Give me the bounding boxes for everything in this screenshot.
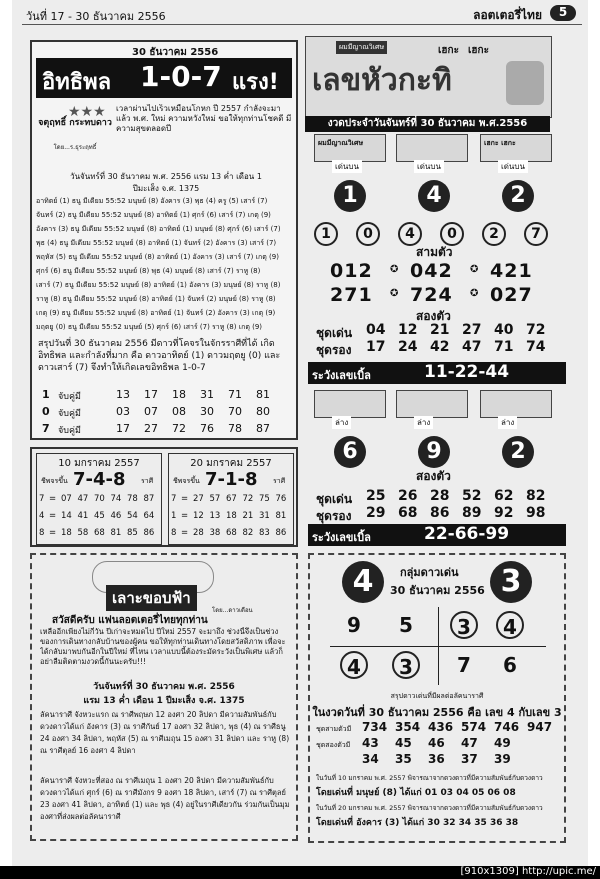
number-cell: 86 — [430, 505, 450, 521]
note2: ในวันที่ 20 มกราคม พ.ศ. 2557 พิจารณาจากดวงดาวที่มีความสัมพันธ์กับดวงดาว — [316, 804, 543, 812]
stars-date: 30 ธันวาคม 2556 — [390, 584, 485, 597]
mini-logo — [314, 390, 386, 418]
sky-p2: ลัคนาราศี จังหวะที่สอง ณ ราศีเมถุน 1 องศา 20 ลิปดา มีความสัมพันธ์กับดวงดาวได้แก่ ศุกร์ (6) ณ ราศีมังกร 9 องศา 18 ลิปดา, เสาร์ (7) ณ ราศีตุลย์ 23 องศา 41 ลิปดา, อาทิตย์ (1) และ พุธ (4) อยู่ในราศีเดียวกัน ร่วมกันเป็นมุมองศาที่ส่งผลต่อลัคนาราศี — [40, 776, 290, 821]
star-separator-icon: ✪ — [470, 264, 479, 275]
three-digit-number: 421 — [490, 260, 533, 282]
grid-digit: 3 — [392, 651, 420, 679]
set-number: 47 — [461, 736, 478, 750]
number-ball: 1 — [334, 180, 366, 212]
top-row2-label: ชุดรอง — [316, 343, 352, 357]
pair-value: 30 — [200, 405, 214, 418]
watch-label-top: ระวังเลขเบิ้ล — [312, 369, 371, 382]
digit-circle: 7 — [524, 222, 548, 246]
sky-sub: โดย...ดาวเดือน — [212, 607, 253, 614]
star-big-left — [342, 561, 384, 603]
mini-logo — [396, 390, 468, 418]
set-number: 49 — [494, 736, 511, 750]
set-number: 35 — [395, 752, 412, 766]
number-ball: 2 — [502, 180, 534, 212]
calc-cell: 27 — [193, 494, 204, 504]
number-cell: 29 — [366, 505, 386, 521]
planet-row: มฤตยู (0) ธนู มีเดียม 55:52 มนุษย์ (5) ศุกร์ (6) เสาร์ (7) ราหู (8) เกตุ (9) — [36, 323, 263, 331]
number-cell: 72 — [526, 322, 546, 338]
calc-cell: = — [49, 511, 57, 521]
grid-digit: 6 — [503, 653, 517, 677]
calc-right — [168, 453, 294, 545]
grid-digit: 4 — [496, 611, 524, 639]
mini-logo-label: ล่าง — [332, 416, 351, 429]
calc-cell: 85 — [127, 528, 138, 538]
star-separator-icon: ✪ — [390, 288, 399, 299]
calc-left-unit: ราศี — [141, 477, 154, 485]
sky-para: เหลืออีกเพียงไม่กี่วัน ปีเก่าจะหมดไป ปีใหม่ 2557 จะมาถึง ช่วงนี้จึงเป็นช่วงของการเดินทางกลับบ้านของผู้คน ขอให้ทุกท่านเดินทางโดยสวัสดิภาพ เพื่อจะได้กลับมาพบกันอีกในปีใหม่ ที่ไหน เวลาแบบนี้ต้องระมัดระวังเป็นพิเศษ แล้วก็อย่าลืมติดตามงวดนี้กันนะครับ!!! — [40, 627, 286, 666]
mini-logo-label: เด่นบน — [332, 160, 362, 173]
calc-cell: 82 — [242, 528, 254, 538]
planet-row: อังคาร (3) ธนู มีเดียม 55:52 มนุษย์ (8) อาทิตย์ (1) มนุษย์ (8) ศุกร์ (6) เสาร์ (7) — [36, 225, 281, 233]
calc-cell: 7 — [171, 494, 177, 504]
mid-row1-label: ชุดเด่น — [316, 492, 353, 506]
number-cell: 26 — [398, 488, 418, 504]
grid-bottom-row — [330, 651, 546, 683]
top-row1 — [366, 322, 556, 338]
set-number: 734 — [362, 720, 388, 734]
number-cell: 71 — [494, 339, 514, 355]
digit-circle: 2 — [482, 222, 506, 246]
calc-cell: 18 — [61, 528, 72, 538]
planet-row: อาทิตย์ (1) ธนู มีเดียม 55:52 มนุษย์ (8) อังคาร (3) พุธ (4) ครู (5) เสาร์ (7) — [36, 197, 268, 205]
calc-cell: = — [49, 528, 57, 538]
intro-text: เวลาผ่านไปเร็วเหมือนโกหก ปี 2557 กำลังจะมาแล้ว พ.ศ. ใหม่ ความหวังใหม่ ขอให้ทุกท่านโชคดี มีความสุขตลอดปี — [116, 104, 292, 133]
calc-cell: 47 — [77, 494, 89, 504]
set-number: 36 — [428, 752, 445, 766]
pair-number: 7 — [42, 422, 50, 435]
calc-cell: 31 — [259, 511, 270, 521]
grid-digit: 4 — [340, 651, 368, 679]
number-cell: 25 — [366, 488, 386, 504]
star-big-right-value: 3 — [500, 564, 522, 599]
stars-summary: ในงวดวันที่ 30 ธันวาคม 2556 คือ เลข 4 กับเลข 3 — [312, 706, 562, 719]
planet-table — [36, 196, 296, 336]
calc-cell: 28 — [193, 528, 204, 538]
watch-band-top — [308, 362, 566, 384]
sky-day: วันจันทร์ที่ 30 ธันวาคม พ.ศ. 2556 — [93, 682, 235, 692]
stars-grid — [330, 607, 546, 685]
sky-greet: สวัสดีครับ แฟนลอตเตอรี่ไทยทุกท่าน — [52, 615, 208, 626]
calc-cell: 21 — [242, 511, 254, 521]
three-digit-grid — [330, 260, 550, 308]
set3-row — [362, 752, 562, 768]
logo-headline: เลขหัวกะทิ — [312, 63, 452, 98]
pair-value: 08 — [172, 405, 186, 418]
calc-cell: 76 — [275, 494, 287, 504]
influence-box — [30, 40, 298, 440]
people-icon — [506, 61, 544, 105]
set2-label: ชุดสองตัวมี — [316, 741, 351, 749]
number-ball: 4 — [418, 180, 450, 212]
grid-digit: 7 — [457, 653, 471, 677]
calc-cell: 13 — [209, 511, 221, 521]
calc-cell: 68 — [226, 528, 237, 538]
calc-cell: 75 — [259, 494, 270, 504]
note2b: โดยเด่นที่ อังคาร (3) ได้แก่ 30 32 34 35 36 38 — [316, 818, 519, 828]
calc-cell: = — [181, 494, 189, 504]
set1-label: ชุดสามตัวมี — [316, 725, 352, 733]
two-title-top: สองตัว — [416, 309, 451, 323]
calc-right-unit: ราศี — [273, 477, 286, 485]
set-number: 746 — [494, 720, 520, 734]
stars-box — [308, 553, 566, 843]
grid-top-row — [330, 611, 546, 643]
top-row2 — [366, 339, 556, 355]
pair-value: 27 — [144, 422, 158, 435]
planet-row: พฤหัส (5) ธนู มีเดียม 55:52 มนุษย์ (8) อาทิตย์ (1) อังคาร (3) เสาร์ (7) เกตุ (9) — [36, 253, 279, 261]
set-number: 574 — [461, 720, 487, 734]
number-cell: 52 — [462, 488, 482, 504]
mini-logo — [396, 134, 468, 162]
watch-band-mid — [308, 524, 566, 546]
mid-row2 — [366, 505, 556, 521]
set-number: 34 — [362, 752, 379, 766]
digit-circle: 1 — [314, 222, 338, 246]
set-number: 43 — [362, 736, 379, 750]
pair-value: 07 — [144, 405, 158, 418]
mini-logo — [480, 390, 552, 418]
planet-row: ราหู (8) ธนู มีเดียม 55:52 มนุษย์ (8) อาทิตย์ (1) จันทร์ (2) มนุษย์ (8) ราหู (8) — [36, 295, 276, 303]
pair-value: 87 — [256, 422, 270, 435]
set-number: 39 — [494, 752, 511, 766]
sky-title: เลาะขอบฟ้า — [106, 585, 197, 611]
calc-cell: 07 — [61, 494, 72, 504]
mid-row1 — [366, 488, 556, 504]
calc-cell: 58 — [77, 528, 89, 538]
calc-cell: 54 — [127, 511, 138, 521]
calc-cell: = — [181, 511, 189, 521]
mini-logo-tag: ผมมีญาณวิเศษ — [318, 139, 364, 147]
star-separator-icon: ✪ — [470, 288, 479, 299]
pair-value: 72 — [172, 422, 186, 435]
number-cell: 21 — [430, 322, 450, 338]
pair-value: 76 — [200, 422, 214, 435]
mini-logo-row-lower — [310, 390, 560, 432]
pair-label: จับคู่มี — [58, 409, 81, 419]
calc-left-label: ชีพจรขึ้น — [41, 477, 68, 485]
planet-row: พุธ (4) ธนู มีเดียม 55:52 มนุษย์ (8) อาทิตย์ (1) จันทร์ (2) อังคาร (3) เสาร์ (7) — [36, 239, 277, 247]
calc-right-big: 7-1-8 — [205, 469, 258, 490]
pair-value: 03 — [116, 405, 130, 418]
planet-row: เสาร์ (7) ธนู มีเดียม 55:52 มนุษย์ (8) อาทิตย์ (1) อังคาร (3) มนุษย์ (8) ราหู (8) — [36, 281, 281, 289]
grid-digit: 9 — [347, 613, 361, 637]
brand-logo — [38, 104, 112, 152]
pair-value: 17 — [144, 388, 158, 401]
mini-logo-label: ล่าง — [414, 416, 433, 429]
calc-cell: 87 — [143, 494, 155, 504]
stars-summary-title: สรุปดาวเด่นที่มีผลต่อลัคนาราศี — [390, 692, 484, 700]
stars-title: กลุ่มดาวเด่น — [400, 566, 459, 579]
three-digit-number: 042 — [410, 260, 453, 282]
pair-value: 17 — [116, 422, 130, 435]
number-cell: 74 — [526, 339, 546, 355]
two-title-mid: สองตัว — [416, 469, 451, 483]
mini-logo-row — [310, 134, 560, 176]
calc-cell: 68 — [94, 528, 105, 538]
calc-cell: 18 — [226, 511, 237, 521]
calc-cell: 12 — [193, 511, 204, 521]
influence-number: 1-0-7 — [140, 60, 222, 93]
number-cell: 68 — [398, 505, 418, 521]
number-cell: 98 — [526, 505, 546, 521]
footer-bar — [0, 866, 600, 879]
publication-title: ลอตเตอรี่ไทย — [473, 8, 542, 22]
pair-value: 13 — [116, 388, 130, 401]
cream-logo — [305, 36, 552, 118]
note1b: โดยเด่นที่ มนุษย์ (8) ได้แก่ 01 03 04 05 06 08 — [316, 788, 516, 798]
digit-circle: 0 — [356, 222, 380, 246]
three-title: สามตัว — [416, 245, 453, 259]
calc-left — [36, 453, 162, 545]
round-strip: งวดประจำวันจันทร์ที่ 30 ธันวาคม พ.ศ.2556 — [305, 116, 550, 132]
number-cell: 27 — [462, 322, 482, 338]
star-big-right — [490, 561, 532, 603]
sky-box — [30, 553, 298, 841]
sky-p1: ลัคนาราศี จังหวะแรก ณ ราศีพฤษภ 12 องศา 20 ลิปดา มีความสัมพันธ์กับดวงดาวได้แก่ อังคาร (3) ณ ราศีกันย์ 17 องศา 32 ลิปดา, พุธ (4) ณ ราศีธนู 24 องศา 34 ลิปดา, พฤหัส (5) ณ ราศีเมถุน 15 องศา 31 ลิปดา และ ราหู (8) ณ ราศีตุลย์ 16 องศา 4 ลิปดา — [40, 710, 290, 755]
watch-label-mid: ระวังเลขเบิ้ล — [312, 531, 371, 544]
calc-cell: 8 — [39, 528, 45, 538]
calc-cell: 86 — [143, 528, 155, 538]
set-number: 46 — [428, 736, 445, 750]
logo-tag-2: เฮกะ — [468, 45, 489, 56]
brand-name: จตุฤทธิ์ กระทบดาว — [38, 118, 112, 128]
three-digit-number: 012 — [330, 260, 373, 282]
page-number: 5 — [550, 5, 576, 21]
set2-row — [362, 736, 562, 752]
mid-row2-label: ชุดรอง — [316, 509, 352, 523]
pair-table — [42, 388, 292, 442]
top-ball-row — [310, 178, 560, 218]
pair-label: จับคู่มี — [58, 426, 81, 436]
logo-small: ผมมีญาณวิเศษ — [336, 41, 387, 54]
star-big-left-value: 4 — [352, 564, 374, 599]
watch-value-top: 11-22-44 — [424, 362, 510, 382]
calc-cell: 81 — [275, 511, 287, 521]
number-cell: 89 — [462, 505, 482, 521]
three-digit-number: 027 — [490, 284, 533, 306]
grid-digit: 3 — [450, 611, 478, 639]
set-number: 45 — [395, 736, 412, 750]
planet-row: ศุกร์ (6) ธนู มีเดียม 55:52 มนุษย์ (8) พุธ (4) มนุษย์ (8) เสาร์ (7) ราหู (8) — [36, 267, 261, 275]
calc-cell: 1 — [171, 511, 177, 521]
three-digit-number: 724 — [410, 284, 453, 306]
calc-cell: 64 — [143, 511, 155, 521]
calc-cell: 57 — [209, 494, 221, 504]
calc-cell: 78 — [127, 494, 138, 504]
number-ball: 9 — [418, 436, 450, 468]
calc-cell: 67 — [226, 494, 237, 504]
pair-value: 81 — [256, 388, 270, 401]
star-separator-icon: ✪ — [390, 264, 399, 275]
mini-logo-label: ล่าง — [498, 416, 517, 429]
calc-cell: 45 — [94, 511, 105, 521]
set-number: 947 — [527, 720, 553, 734]
pair-value: 71 — [228, 388, 242, 401]
number-cell: 62 — [494, 488, 514, 504]
note1: ในวันที่ 10 มกราคม พ.ศ. 2557 พิจารณาจากดวงดาวที่มีความสัมพันธ์กับดวงดาว — [316, 774, 543, 782]
day-line: วันจันทร์ที่ 30 ธันวาคม พ.ศ. 2556 แรม 13 ค่ำ เดือน 1 — [70, 172, 262, 181]
set1-row — [362, 720, 562, 736]
pair-number: 0 — [42, 405, 50, 418]
logo-tag-1: เฮกะ — [438, 45, 459, 56]
number-cell: 24 — [398, 339, 418, 355]
pair-value: 18 — [172, 388, 186, 401]
grid-line-h — [330, 646, 546, 647]
calc-cell: 72 — [242, 494, 254, 504]
number-cell: 82 — [526, 488, 546, 504]
influence-date: 30 ธันวาคม 2556 — [132, 47, 219, 58]
planet-row: เกตุ (9) ธนู มีเดียม 55:52 มนุษย์ (8) อาทิตย์ (1) จันทร์ (2) อังคาร (3) เกตุ (9) — [36, 309, 276, 317]
calc-right-label: ชีพจรขึ้น — [173, 477, 200, 485]
calc-cell: = — [49, 494, 57, 504]
digit-circle: 0 — [440, 222, 464, 246]
calc-cell: 70 — [94, 494, 105, 504]
calc-cell: 14 — [61, 511, 72, 521]
number-cell: 28 — [430, 488, 450, 504]
calc-cell: 74 — [110, 494, 122, 504]
number-cell: 42 — [430, 339, 450, 355]
year-line: ปีมะเส็ง จ.ศ. 1375 — [132, 184, 200, 193]
number-cell: 92 — [494, 505, 514, 521]
planet-row: จันทร์ (2) ธนู มีเดียม 55:52 มนุษย์ (8) อาทิตย์ (1) ศุกร์ (6) เสาร์ (7) เกตุ (9) — [36, 211, 271, 219]
calc-cell: 7 — [39, 494, 45, 504]
pair-value: 78 — [228, 422, 242, 435]
brand-small: โดย...ร.ธุระฤทธิ์ — [53, 144, 97, 151]
watch-value-mid: 22-66-99 — [424, 524, 510, 544]
number-cell: 12 — [398, 322, 418, 338]
pair-number: 1 — [42, 388, 50, 401]
calc-box — [30, 447, 298, 547]
calc-left-title: 10 มกราคม 2557 — [58, 458, 140, 469]
calc-cell: 38 — [209, 528, 221, 538]
issue-dates: วันที่ 17 - 30 ธันวาคม 2556 — [26, 10, 166, 23]
calc-cell: 41 — [77, 511, 89, 521]
number-cell: 40 — [494, 322, 514, 338]
pair-value: 70 — [228, 405, 242, 418]
influence-strong: แรง! — [232, 70, 279, 95]
calc-cell: 4 — [39, 511, 45, 521]
pair-value: 80 — [256, 405, 270, 418]
calc-cell: 46 — [110, 511, 122, 521]
digit-circle: 4 — [398, 222, 422, 246]
number-ball: 6 — [334, 436, 366, 468]
calc-cell: = — [181, 528, 189, 538]
page-header — [22, 4, 582, 25]
number-cell: 47 — [462, 339, 482, 355]
grid-digit: 5 — [399, 613, 413, 637]
number-cell: 04 — [366, 322, 386, 338]
footer-text: [910x1309] http://upic.me/ — [460, 866, 596, 877]
influence-headline: อิทธิพล — [42, 70, 112, 95]
pair-value: 31 — [200, 388, 214, 401]
set-number: 354 — [395, 720, 421, 734]
pair-label: จับคู่มี — [58, 392, 81, 402]
mini-logo-tag: เฮกะ เฮกะ — [484, 139, 516, 147]
sky-moon: แรม 13 ค่ำ เดือน 1 ปีมะเส็ง จ.ศ. 1375 — [83, 696, 245, 706]
mini-logo-label: เด่นบน — [498, 160, 528, 173]
calc-cell: 8 — [171, 528, 177, 538]
top-row1-label: ชุดเด่น — [316, 326, 353, 340]
mini-logo-label: เด่นบน — [414, 160, 444, 173]
influence-banner — [36, 58, 292, 98]
calc-cell: 81 — [110, 528, 122, 538]
calc-left-big: 7-4-8 — [73, 469, 126, 490]
summary-text: สรุปวันที่ 30 ธันวาคม 2556 มีดาวที่โคจรในจักรราศีที่ได้ เกิดอิทธิพล และกำลังที่มาก คือ ดาวอาทิตย์ (1) ดาวมฤตยู (0) และ ดาวเสาร์ (7) จึงทำให้เกิดเลขอิทธิพล 1-0-7 — [38, 339, 281, 373]
number-ball: 2 — [502, 436, 534, 468]
stars-icon: ★★★ — [68, 104, 106, 120]
number-cell: 17 — [366, 339, 386, 355]
set-number: 37 — [461, 752, 478, 766]
three-digit-number: 271 — [330, 284, 373, 306]
calc-cell: 86 — [275, 528, 287, 538]
set-number: 436 — [428, 720, 454, 734]
calc-cell: 83 — [259, 528, 270, 538]
calc-right-title: 20 มกราคม 2557 — [190, 458, 272, 469]
